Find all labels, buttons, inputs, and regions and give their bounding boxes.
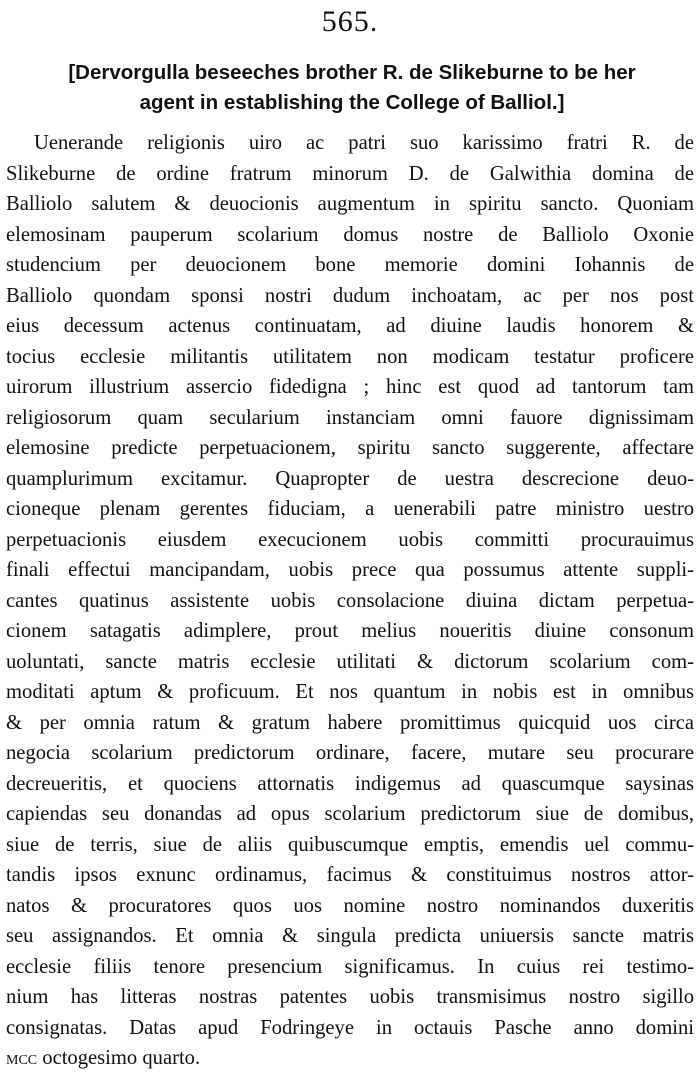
body-line: elemosine predicte perpetuacionem, spiritu sancto suggerente, affectare [6, 437, 694, 459]
body-line: negocia scolarium predictorum ordinare, facere, mutare seu procurare [6, 742, 694, 764]
body-line: perpetuacionis eiusdem execucionem uobis committi procurauimus [6, 528, 694, 551]
body-line: uirorum illustrium assercio fidedigna ; hinc est quod ad tantorum tam [6, 376, 694, 398]
body-line: Balliolo quondam sponsi nostri dudum inchoatam, ac per nos post [6, 284, 694, 307]
body-line: Uenerande religionis uiro ac patri suo karissimo fratri R. de [34, 132, 694, 154]
body-line-final [6, 1043, 694, 1074]
body-line: cantes quatinus assistente uobis consolacione diuina dictam perpetua- [6, 589, 694, 612]
page-number: 565. [321, 5, 379, 38]
roman-numeral-date: mcc [6, 1047, 38, 1069]
body-line: Balliolo salutem & deuocionis augmentum in spiritu sancto. Quoniam [6, 193, 694, 215]
body-line: elemosinam pauperum scolarium domus nostre de Balliolo Oxonie [6, 223, 694, 246]
body-line: siue de terris, siue de aliis quibuscumque emptis, emendis uel commu- [6, 833, 694, 856]
body-line: finali effectui mancipandam, uobis prece qua possumus attente suppli- [6, 559, 694, 581]
body-line: seu assignandos. Et omnia & singula predicta uniuersis sancte matris [6, 925, 694, 947]
body-line: cioneque plenam gerentes fiduciam, a uenerabili patre ministro uestro [6, 498, 694, 520]
document-heading [14, 58, 690, 118]
letter-body [6, 128, 694, 1074]
body-line: uoluntati, sancte matris ecclesie utilitati & dictorum scolarium com- [6, 650, 694, 673]
body-line: capiendas seu donandas ad opus scolarium predictorum siue de domibus, [6, 803, 694, 825]
date-text: octogesimo quarto. [37, 1047, 201, 1069]
body-line: tocius ecclesie militantis utilitatem non modicam testatur proficere [6, 345, 694, 368]
body-line: nium has litteras nostras patentes uobis transmisimus nostro sigillo [6, 986, 694, 1008]
body-line: tandis ipsos exnunc ordinamus, facimus & constituimus nostros attor- [6, 864, 694, 886]
body-line: studencium per deuocionem bone memorie domini Iohannis de [6, 254, 694, 276]
body-line: moditati aptum & proficuum. Et nos quantum in nobis est in omnibus [6, 681, 694, 703]
body-line: ecclesie filiis tenore presencium significamus. In cuius rei testimo- [6, 955, 694, 978]
body-line: Slikeburne de ordine fratrum minorum D. de Galwithia domina de [6, 162, 694, 185]
body-line: religiosorum quam secularium instanciam omni fauore dignissimam [6, 406, 694, 429]
body-line: & per omnia ratum & gratum habere promittimus quicquid uos circa [6, 711, 694, 734]
body-line: consignatas. Datas apud Fodringeye in octauis Pasche anno domini [6, 1016, 694, 1039]
body-line: quamplurimum excitamur. Quapropter de uestra descrecione deuo- [6, 467, 694, 490]
body-line: eius decessum actenus continuatam, ad diuine laudis honorem & [6, 315, 694, 337]
body-line: natos & procuratores quos uos nomine nostro nominandos duxeritis [6, 894, 694, 917]
body-line: cionem satagatis adimplere, prout melius noueritis diuine consonum [6, 620, 694, 642]
body-line: decreueritis, et quociens attornatis indigemus ad quascumque saysinas [6, 772, 694, 795]
heading-line-2: agent in establishing the College of Balliol.] [139, 91, 565, 114]
heading-line-1: [Dervorgulla beseeches brother R. de Slikeburne to be her [68, 61, 636, 84]
